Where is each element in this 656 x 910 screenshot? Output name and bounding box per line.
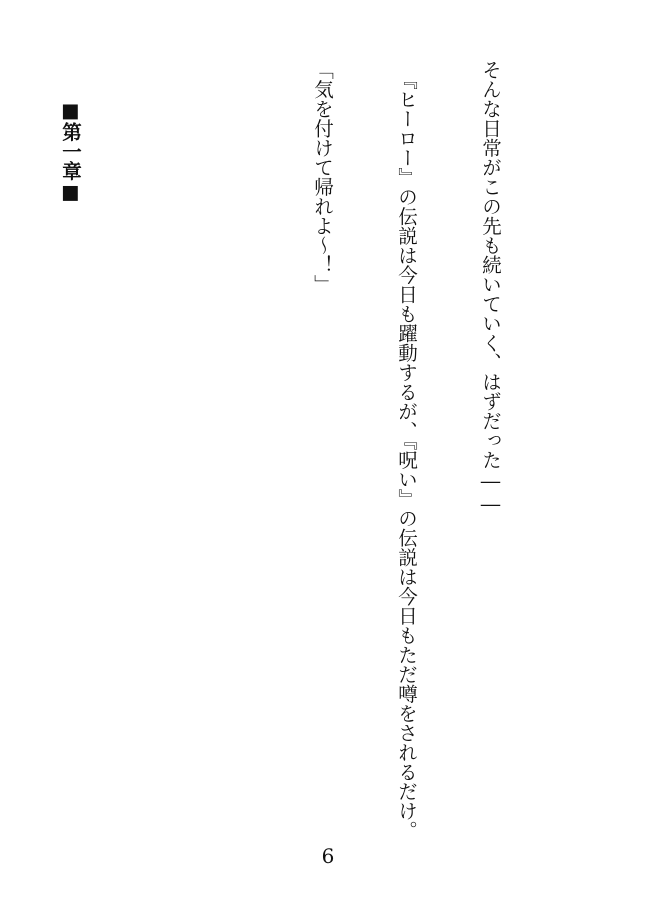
text-line — [392, 60, 420, 850]
blank-line — [140, 60, 168, 850]
chapter-title — [56, 60, 84, 850]
vertical-text-block — [0, 60, 560, 850]
page-number: 6 — [321, 844, 335, 868]
text-line: 「気を付けて帰れよ～！」 — [311, 60, 334, 294]
text-line-content: 『ヒーロー』の伝説は今日も躍動するが、『呪い』の伝説は今日もただ噂をされるだけ。 — [395, 79, 418, 840]
chapter-title-text: ■第一章■ — [59, 99, 82, 204]
text-line: そんな日常がこの先も続いていく、はずだった―― — [479, 60, 502, 516]
blank-line — [224, 60, 252, 850]
